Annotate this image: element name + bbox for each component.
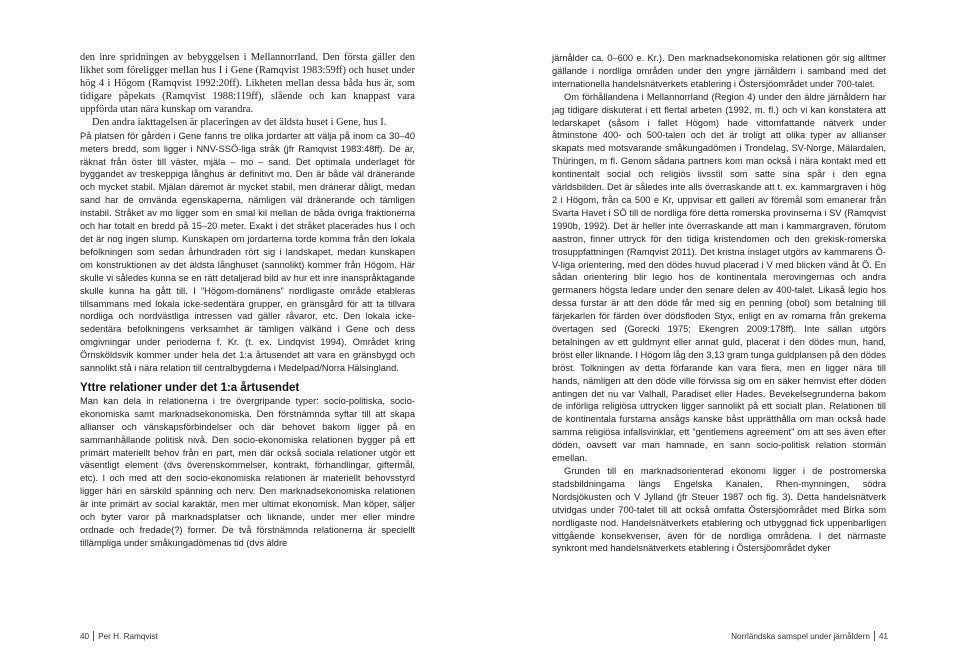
body-paragraph: den inre spridningen av bebyggelsen i Mellannorrland. Den första gäller den likhet som föreligger mellan hus I i Gene (Ramqvist 1983:59ff) och huset under hög 4 i Högom (Ramqvist 1992:20ff). Likheten mellan dessa båda hus är, som tidigare påpekats (Ramqvist 1988:119ff), slående och kan knappast vara uppförda utan nära kunskap om varandra. <box>80 52 415 115</box>
body-paragraph: Den andra iakttagelsen är placeringen av det äldsta huset i Gene, hus I. <box>92 116 387 128</box>
page-number: 40 <box>80 631 90 641</box>
running-author: Per H. Ramqvist <box>98 631 158 641</box>
left-text-column <box>80 52 415 550</box>
body-paragraph: Grunden till en marknadsorienterad ekonomi ligger i de postromerska stadsbildningarna längs Engelska Kanalen, Rhen-mynningen, södra Nordsjökusten och V Jylland (jfr Steuer 1987 och fig. 3). Detta handelsnätverk utvidgas under 700-talet till att också omfatta Östersjöområdet med Birka som nordligaste nod. Handelsnätverkets etablering och utbyggnad fick uppenbarligen vittgående konsekvenser, även för de nordliga områdena. I det närmaste synkront med handelsnätverkets etablering i Östersjöområdet dyker <box>552 466 886 554</box>
body-paragraph: järnålder ca. 0–600 e. Kr.). Den marknadsekonomiska relationen gör sig alltmer gällande i nordliga områden under den yngre järnåldern i samband med det internationella handelsnätverkets etablering i Östersjöområdet under 700-talet. <box>552 53 886 89</box>
body-paragraph: Man kan dela in relationerna i tre övergripande typer: socio-politiska, socio-ekonomiska samt marknadsekonomiska. Den förstnämnda syftar till att skapa allianser och vänskapsförbindelser och där behovet bakom ligger på en sammanhållande politisk nivå. Den socio-ekonomiska relationen bygger på ett primärt materiellt behov från en part, men där också sociala relationer utgör ett väsentligt element (dvs överenskommelser, kontrakt, förhandlingar, giftermål, etc). I och med att den socio-ekonomiska relationen är materiellt behovsstyrd ligger häri en särskild spänning och nerv. Den marknadsekonomiska relationen är inte primärt av social karaktär, men mer ultimat ekonomisk. Man köper, säljer och byter varor på marknadsplatser och liknande, under mer eller mindre ordnade och fredade(?) former. De två förstnämnda relationerna är speciellt tillämpliga under småkungadömenas tid (dvs äldre <box>80 395 415 548</box>
right-page-footer <box>731 631 888 641</box>
body-paragraph: På platsen för gården i Gene fanns tre olika jordarter att välja på inom ca 30–40 meters bredd, som ligger i NNV-SSÖ-liga stråk (jfr Ramqvist 1983:48ff). De är, räknat från öster till väster, mjäla – mo – sand. Det optimala underlaget för byggandet av treskeppiga långhus är definitivt mo. Den är både väl dränerande och mycket stabil. Mjälan däremot är mycket stabil, men dränerar dåligt, medan sand har de omvända egenskaperna, nämligen väl dränerande och tämligen instabil. Stråket av mo ligger som en smal kil mellan de båda övriga fraktionerna och har totalt en bredd på 15–20 meter. Exakt i det stråket placerades hus I och det är nog ingen slump. Kunskapen om jordarterna torde komma från den lokala befolkningen som sedan århundraden rört sig i landskapet, medan kunskapen om konstruktionen av det äldsta långhuset (sannolikt) kommer från Högom. Här skulle vi således kunna se en rätt detaljerad bild av hur ett inre inanspråktagande skulle kunna ha gått till. I ”Högom-domänens” nordligaste område etableras tillsammans med lokala icke-sedentära grupper, en gränsgård för att ta tillvara nordliga och nordvästliga intressen vad gäller råvaror, etc. Den lokala icke-sedentära befolkningens verksamhet är tämligen välkänd i Gene och dess omgivningar under perioderna f. Kr. (t. ex. Lindqvist 1994). Området kring Örnsköldsvik kommer under hela det 1:a årtusendet att vara en gränsbygd och sannolikt stå i nära relation till centralbygderna i Medelpad/Norra Hälsingland. <box>80 130 415 374</box>
footer-separator <box>93 631 94 641</box>
left-page-footer <box>80 631 158 641</box>
section-heading: Yttre relationer under det 1:a årtusendet <box>80 381 300 394</box>
right-page <box>480 0 960 670</box>
right-text-column <box>552 52 886 555</box>
page-number: 41 <box>878 631 888 641</box>
running-title: Norrländska samspel under järnåldern <box>731 631 870 641</box>
footer-separator <box>874 631 875 641</box>
body-paragraph: Om förhållandena i Mellannorrland (Region 4) under den äldre järnåldern har jag tidigare diskuterat i ett flertal arbeten (1992, m. fl.) och vi kan konstatera att ledarskapet (såsom i fallet Högom) hade vittomfattande nätverk under åtminstone 400- och 500-talen och det är troligt att olika typer av allianser skapats med motsvarande småkungadömen i Trondelag, SV-Norge, Mälardalen, Thüringen, m fl. Genom sådana partners kom man också i nära kontakt med ett kontinentalt social och religiös livsstil som satte sina spår i den egna världsbilden. Det är således inte alls överraskande att t. ex. kammargraven i hög 2 i Högom, från ca 500 e Kr, uppvisar ett galleri av föremål som emanerar från Svarta Havet i SÖ till de nordliga före detta romerska provinserna i SV (Ramqvist 1990b, 1992). Det är heller inte överraskande att man i kammargraven, förutom aastron, finner uttryck för den tidiga kristendomen och den grekisk-romerska trosuppfattningen (Ramqvist 2011). Det kristna inslaget utgörs av kammarens Ö-V-liga orientering, med den dödes huvud placerad i V med blicken vänd åt Ö. En sådan orientering blir legio hos de kontinentala merovingernas och andra germaners högsta ledare under den senare delen av 400-talet. Likaså legio hos dessa furstar är att den döde får med sig en penning (obol) som betalning till färjekarlen för färden över dödsfloden Styx, enligt en av romarna från grekerna övertagen sed (Gorecki 1975; Ekengren 2009:178ff). Inte sällan utgörs betalningen av ett guldmynt eller annat guld, placerat i den dödes mun, hand, bröst eller liknande. I Högom låg den 3,13 gram tunga guldplansen på den dödes bröst. Tolkningen av detta förfarande kan vara flera, men en ligger nära till hands, nämligen att den döde ville förvissa sig om en säker hemvist efter döden antingen det nu var Valhall, Paradiset eller Hades. Bevekelsegrunderna bakom de införliga religiösa uttrycken ligger sannolikt på ett socialt plan. Relationen till de kontinentala furstarna ansågs kanske båst upprätthålla om man också hade samma religiösa infallsvinklar, ett ”gentlemens agreement” om att ses även efter döden, oavsett var man hamnade, en sann socio-politisk relation stormän emellan. <box>552 91 886 464</box>
